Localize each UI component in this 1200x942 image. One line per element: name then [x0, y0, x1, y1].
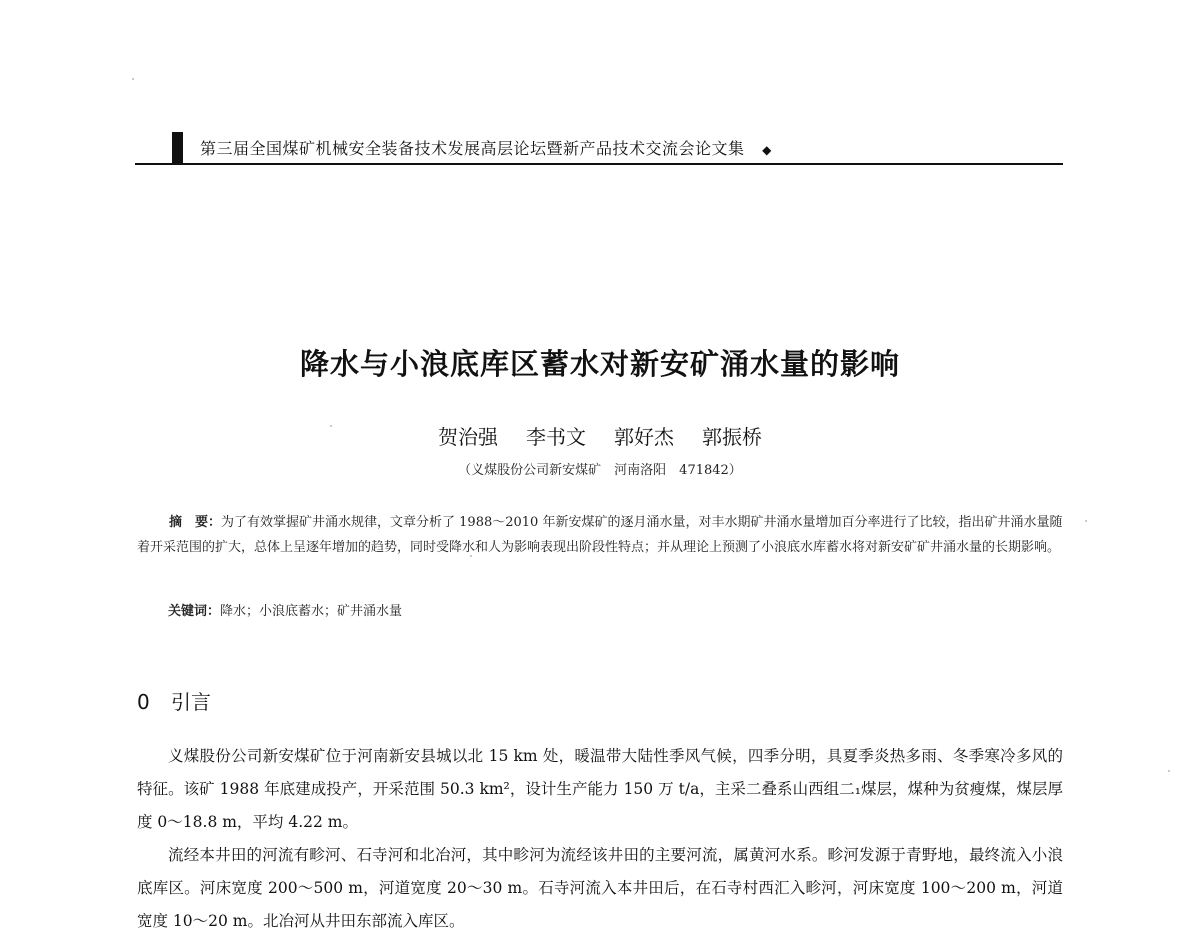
author-list — [0, 421, 1200, 450]
scan-speck — [1085, 520, 1087, 522]
abstract-text: 为了有效掌握矿井涌水规律，文章分析了 1988～2010 年新安煤矿的逐月涌水量，对丰水期矿井涌水量增加百分率进行了比较，指出矿井涌水量随着开采范围的扩大，总体上呈逐年增加的趋势，同时受降水和人为影响表现出阶段性特点；并从理论上预测了小浪底水库蓄水将对新安矿矿井涌水量的长期影响。 — [137, 515, 1063, 555]
paper-title: 降水与小浪底库区蓄水对新安矿涌水量的影响 — [299, 347, 900, 381]
running-header-title: 第三届全国煤矿机械安全装备技术发展高层论坛暨新产品技术交流会论文集 — [200, 139, 745, 158]
author-affiliation: （义煤股份公司新安煤矿 河南洛阳 471842） — [458, 463, 742, 478]
keywords-text: 降水；小浪底蓄水；矿井涌水量 — [220, 604, 403, 619]
author-name: 李书文 — [526, 425, 586, 449]
author-name: 郭好杰 — [614, 425, 674, 449]
abstract — [137, 510, 1063, 560]
diamond-icon: ◆ — [762, 143, 772, 157]
abstract-label: 摘 要： — [169, 515, 222, 530]
body-text — [137, 740, 1063, 938]
paragraph: 流经本井田的河流有畛河、石寺河和北冶河，其中畛河为流经该井田的主要河流，属黄河水系。畛河发源于青野地，最终流入小浪底库区。河床宽度 200～500 m，河道宽度 20～30 m。石寺河流入本井田后，在石寺村西汇入畛河，河床宽度 100～200 m，河道宽度 10～20 m。北冶河从井田东部流入库区。 — [137, 846, 1063, 930]
paragraph: 义煤股份公司新安煤矿位于河南新安县城以北 15 km 处，暖温带大陆性季风气候，四季分明，具夏季炎热多雨、冬季寒冷多风的特征。该矿 1988 年底建成投产，开采范围 50.3 km²，设计生产能力 150 万 t/a，主采二叠系山西组二₁煤层，煤种为贫瘦煤，煤层厚度 0～18.8 m，平均 4.22 m。 — [137, 747, 1063, 831]
header-bar-mark — [172, 132, 183, 164]
header-rule — [135, 163, 1063, 165]
section-heading — [137, 686, 211, 715]
author-name: 贺治强 — [438, 425, 498, 449]
section-title: 引言 — [171, 690, 211, 714]
scan-speck — [132, 78, 134, 80]
scan-speck — [470, 555, 472, 557]
keywords — [168, 600, 1068, 619]
running-header — [200, 136, 772, 159]
scan-speck — [330, 425, 332, 427]
section-number: 0 — [137, 690, 150, 714]
scan-speck — [1168, 770, 1170, 772]
keywords-label: 关键词： — [168, 604, 221, 619]
author-name: 郭振桥 — [702, 425, 762, 449]
